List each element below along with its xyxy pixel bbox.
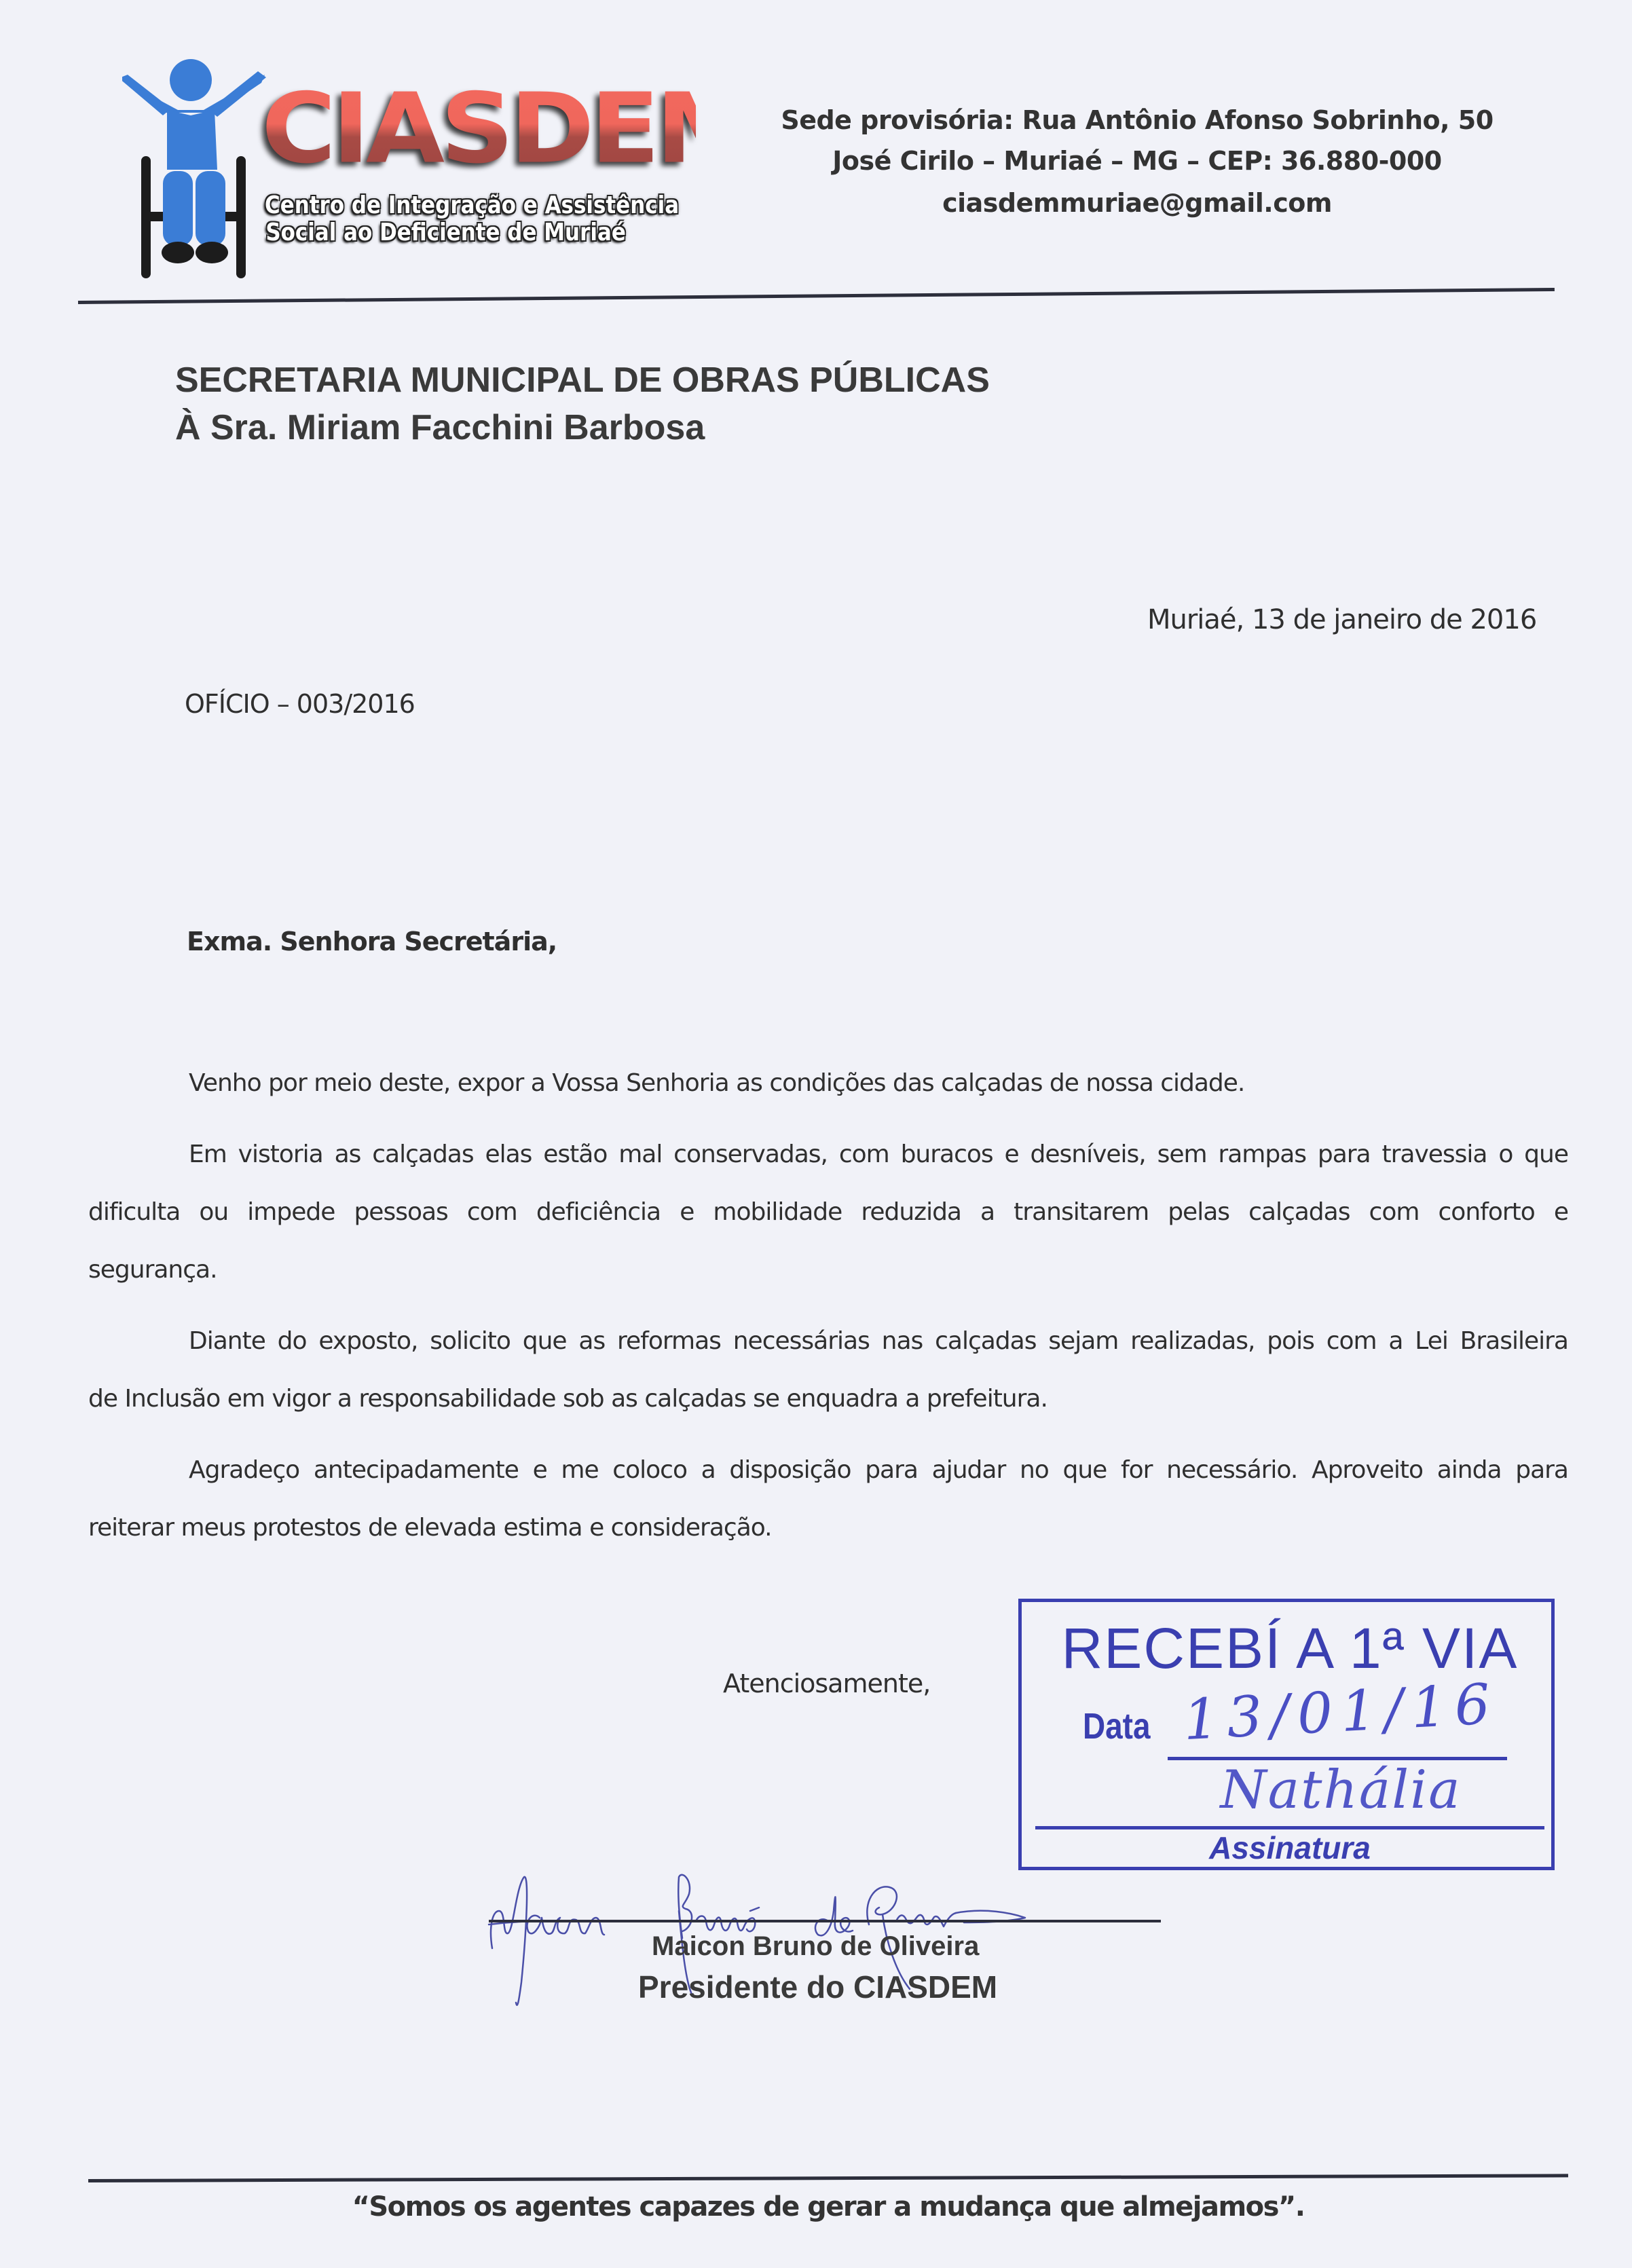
paragraph-4-line-2: reiterar meus protestos de elevada estima e consideração. bbox=[88, 1514, 772, 1542]
paragraph-4-line-1: Agradeço antecipadamente e me coloco a disposição para ajudar no que for necessário. Aproveito ainda para bbox=[189, 1456, 1568, 1484]
contact-address: Sede provisória: Rua Antônio Afonso Sobrinho, 50 bbox=[781, 105, 1494, 135]
contact-email: ciasdemmuriae@gmail.com bbox=[942, 188, 1332, 218]
contact-city: José Cirilo – Muriaé – MG – CEP: 36.880-000 bbox=[832, 146, 1442, 176]
stamp-handwritten-date: 13/01/16 bbox=[1181, 1671, 1500, 1753]
logo-subtitle-line1: Centro de Integração e Assistência bbox=[265, 191, 680, 219]
received-stamp bbox=[1018, 1599, 1555, 1870]
logo-subtitle-line2: Social ao Deficiente de Muriaé bbox=[265, 219, 626, 246]
stamp-date-label: Data bbox=[1083, 1706, 1151, 1747]
header-divider bbox=[78, 288, 1555, 304]
paragraph-3-line-2: de Inclusão em vigor a responsabilidade sob as calçadas se enquadra a prefeitura. bbox=[88, 1385, 1047, 1413]
stamp-title: RECEBÍ A 1ª VIA bbox=[1061, 1616, 1519, 1680]
document-reference: OFÍCIO – 003/2016 bbox=[185, 689, 415, 719]
wheelchair-user-icon bbox=[122, 48, 285, 285]
signature-line bbox=[489, 1920, 1161, 1922]
footer-motto: “Somos os agentes capazes de gerar a mudança que almejamos”. bbox=[352, 2191, 1305, 2223]
organization-logo bbox=[122, 48, 754, 285]
footer-divider bbox=[88, 2174, 1568, 2182]
addressee-recipient: À Sra. Miriam Facchini Barbosa bbox=[175, 408, 705, 447]
stamp-handwritten-signature: Nathália bbox=[1220, 1760, 1462, 1821]
addressee-department: SECRETARIA MUNICIPAL DE OBRAS PÚBLICAS bbox=[175, 360, 990, 400]
logo-wordmark: CIASDEM bbox=[261, 73, 754, 185]
paragraph-1-line-1: Venho por meio deste, expor a Vossa Senhoria as condições das calçadas de nossa cidade. bbox=[189, 1069, 1245, 1097]
signer-name: Maicon Bruno de Oliveira bbox=[652, 1931, 980, 1961]
salutation: Exma. Senhora Secretária, bbox=[187, 927, 557, 956]
stamp-signature-label: Assinatura bbox=[1209, 1830, 1371, 1865]
closing: Atenciosamente, bbox=[723, 1669, 931, 1698]
paragraph-2-line-1: Em vistoria as calçadas elas estão mal conservadas, com buracos e desníveis, sem rampas para travessia o que bbox=[189, 1140, 1568, 1168]
paragraph-3-line-1: Diante do exposto, solicito que as reformas necessárias nas calçadas sejam realizadas, pois com a Lei Brasileira bbox=[189, 1327, 1568, 1355]
paragraph-2-line-3: segurança. bbox=[88, 1256, 217, 1284]
paragraph-2-line-2: dificulta ou impede pessoas com deficiência e mobilidade reduzida a transitarem pelas calçadas com conforto e bbox=[88, 1198, 1568, 1226]
place-date: Muriaé, 13 de janeiro de 2016 bbox=[1147, 604, 1537, 635]
signer-role: Presidente do CIASDEM bbox=[638, 1969, 998, 2005]
